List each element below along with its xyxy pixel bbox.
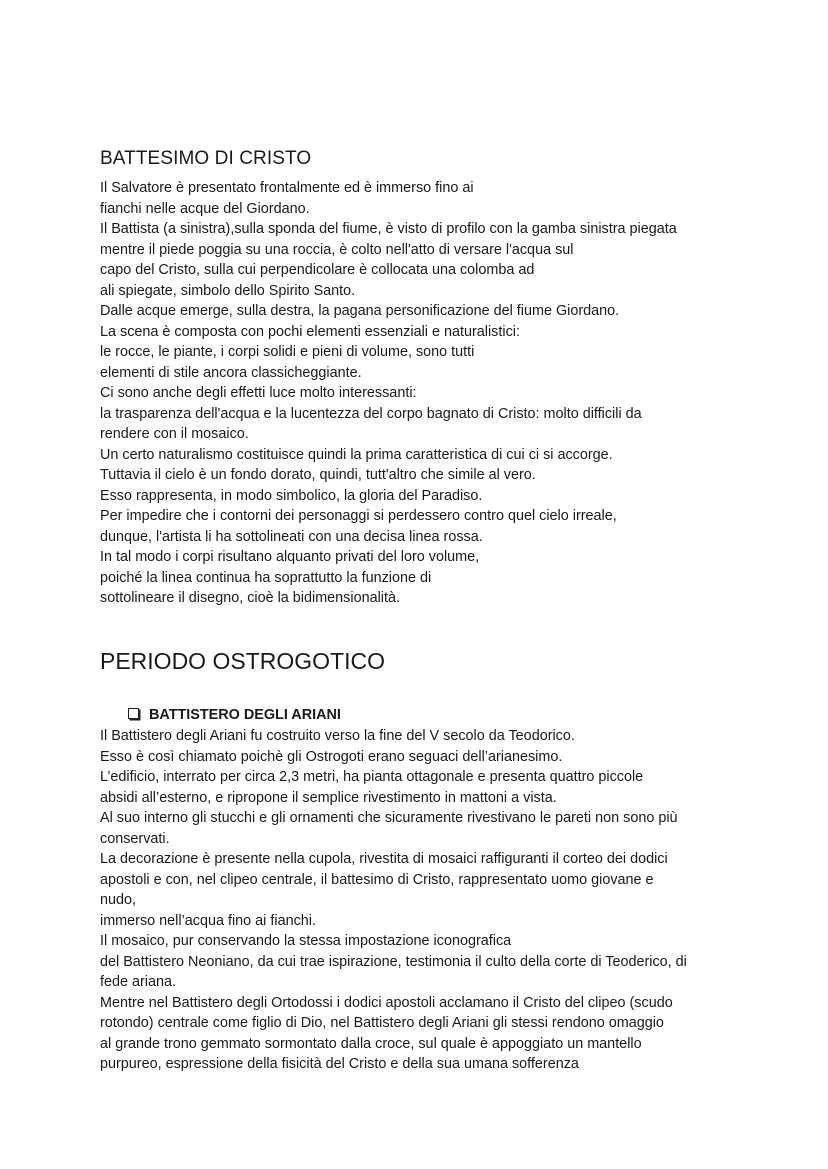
text-line: Esso è così chiamato poichè gli Ostrogoti erano seguaci dell’arianesimo. [100,748,563,765]
checkbox-bullet-icon [128,708,139,719]
text-line: fede ariana. [100,974,177,990]
text-line: Per impedire che i contorni dei personaggi si perdessero contro quel cielo irreale, [100,508,617,524]
text-line: rendere con il mosaico. [100,426,249,442]
section-body-battistero [100,726,740,1075]
section-title-periodo-ostrogotico: PERIODO OSTROGOTICO [100,648,385,674]
text-line: Il Salvatore è presentato frontalmente ed è immerso fino ai [100,180,474,196]
text-line: elementi di stile ancora classicheggiante. [100,364,362,381]
text-line: La decorazione è presente nella cupola, rivestita di mosaici raffiguranti il corteo dei dodici [100,851,668,867]
text-line: Esso rappresenta, in modo simbolico, la gloria del Paradiso. [100,487,483,504]
section-title-battesimo: BATTESIMO DI CRISTO [100,148,312,169]
text-line: Al suo interno gli stucchi e gli ornamenti che sicuramente rivestivano le pareti non sono più [100,810,678,826]
text-line: Tuttavia il cielo è un fondo dorato, quindi, tutt'altro che simile al vero. [100,467,536,483]
text-line: Un certo naturalismo costituisce quindi la prima caratteristica di cui ci si accorge. [100,446,613,463]
text-line: fianchi nelle acque del Giordano. [100,200,310,217]
bullet-heading [128,707,341,723]
text-line: rotondo) centrale come figlio di Dio, nel Battistero degli Ariani gli stessi rendono omaggio [100,1015,664,1031]
text-line: Mentre nel Battistero degli Ortodossi i dodici apostoli acclamano il Cristo del clipeo (scudo [100,994,673,1011]
text-line: purpureo, espressione della fisicità del Cristo e della sua umana sofferenza [100,1056,579,1072]
text-line: Dalle acque emerge, sulla destra, la pagana personificazione del fiume Giordano. [100,303,620,319]
text-line: mentre il piede poggia su una roccia, è colto nell'atto di versare l'acqua sul [100,241,574,258]
text-line: ali spiegate, simbolo dello Spirito Santo. [100,282,356,299]
text-line: Il Battista (a sinistra),sulla sponda del fiume, è visto di profilo con la gamba sinistra piegata [100,221,677,237]
text-line: Ci sono anche degli effetti luce molto interessanti: [100,385,417,401]
text-line: L’edificio, interrato per circa 2,3 metri, ha pianta ottagonale e presenta quattro piccole [100,769,644,785]
text-line: La scena è composta con pochi elementi essenziali e naturalistici: [100,323,520,340]
text-line: Il Battistero degli Ariani fu costruito verso la fine del V secolo da Teodorico. [100,728,575,744]
bullet-heading-label: BATTISTERO DEGLI ARIANI [149,707,341,723]
text-line: absidi all’esterno, e ripropone il semplice rivestimento in mattoni a vista. [100,789,557,806]
text-line: In tal modo i corpi risultano alquanto privati del loro volume, [100,549,480,565]
text-line: poiché la linea continua ha soprattutto la funzione di [100,569,432,586]
text-line: immerso nell’acqua fino ai fianchi. [100,912,316,929]
text-line: al grande trono gemmato sormontato dalla croce, sul quale è appoggiato un mantello [100,1035,642,1052]
text-line: del Battistero Neoniano, da cui trae ispirazione, testimonia il culto della corte di Teoderico, di [100,953,687,970]
text-line: apostoli e con, nel clipeo centrale, il battesimo di Cristo, rappresentato uomo giovane e [100,871,654,888]
text-line: le rocce, le piante, i corpi solidi e pieni di volume, sono tutti [100,344,475,360]
text-line: nudo, [100,892,137,908]
text-line: dunque, l'artista li ha sottolineati con una decisa linea rossa. [100,528,483,545]
text-line: capo del Cristo, sulla cui perpendicolare è collocata una colomba ad [100,262,535,278]
section-body-battesimo [100,178,740,609]
text-line: la trasparenza dell'acqua e la lucentezza del corpo bagnato di Cristo: molto difficili da [100,405,642,422]
text-line: Il mosaico, pur conservando la stessa impostazione iconografica [100,933,512,949]
text-line: conservati. [100,830,170,847]
text-line: sottolineare il disegno, cioè la bidimensionalità. [100,590,400,606]
